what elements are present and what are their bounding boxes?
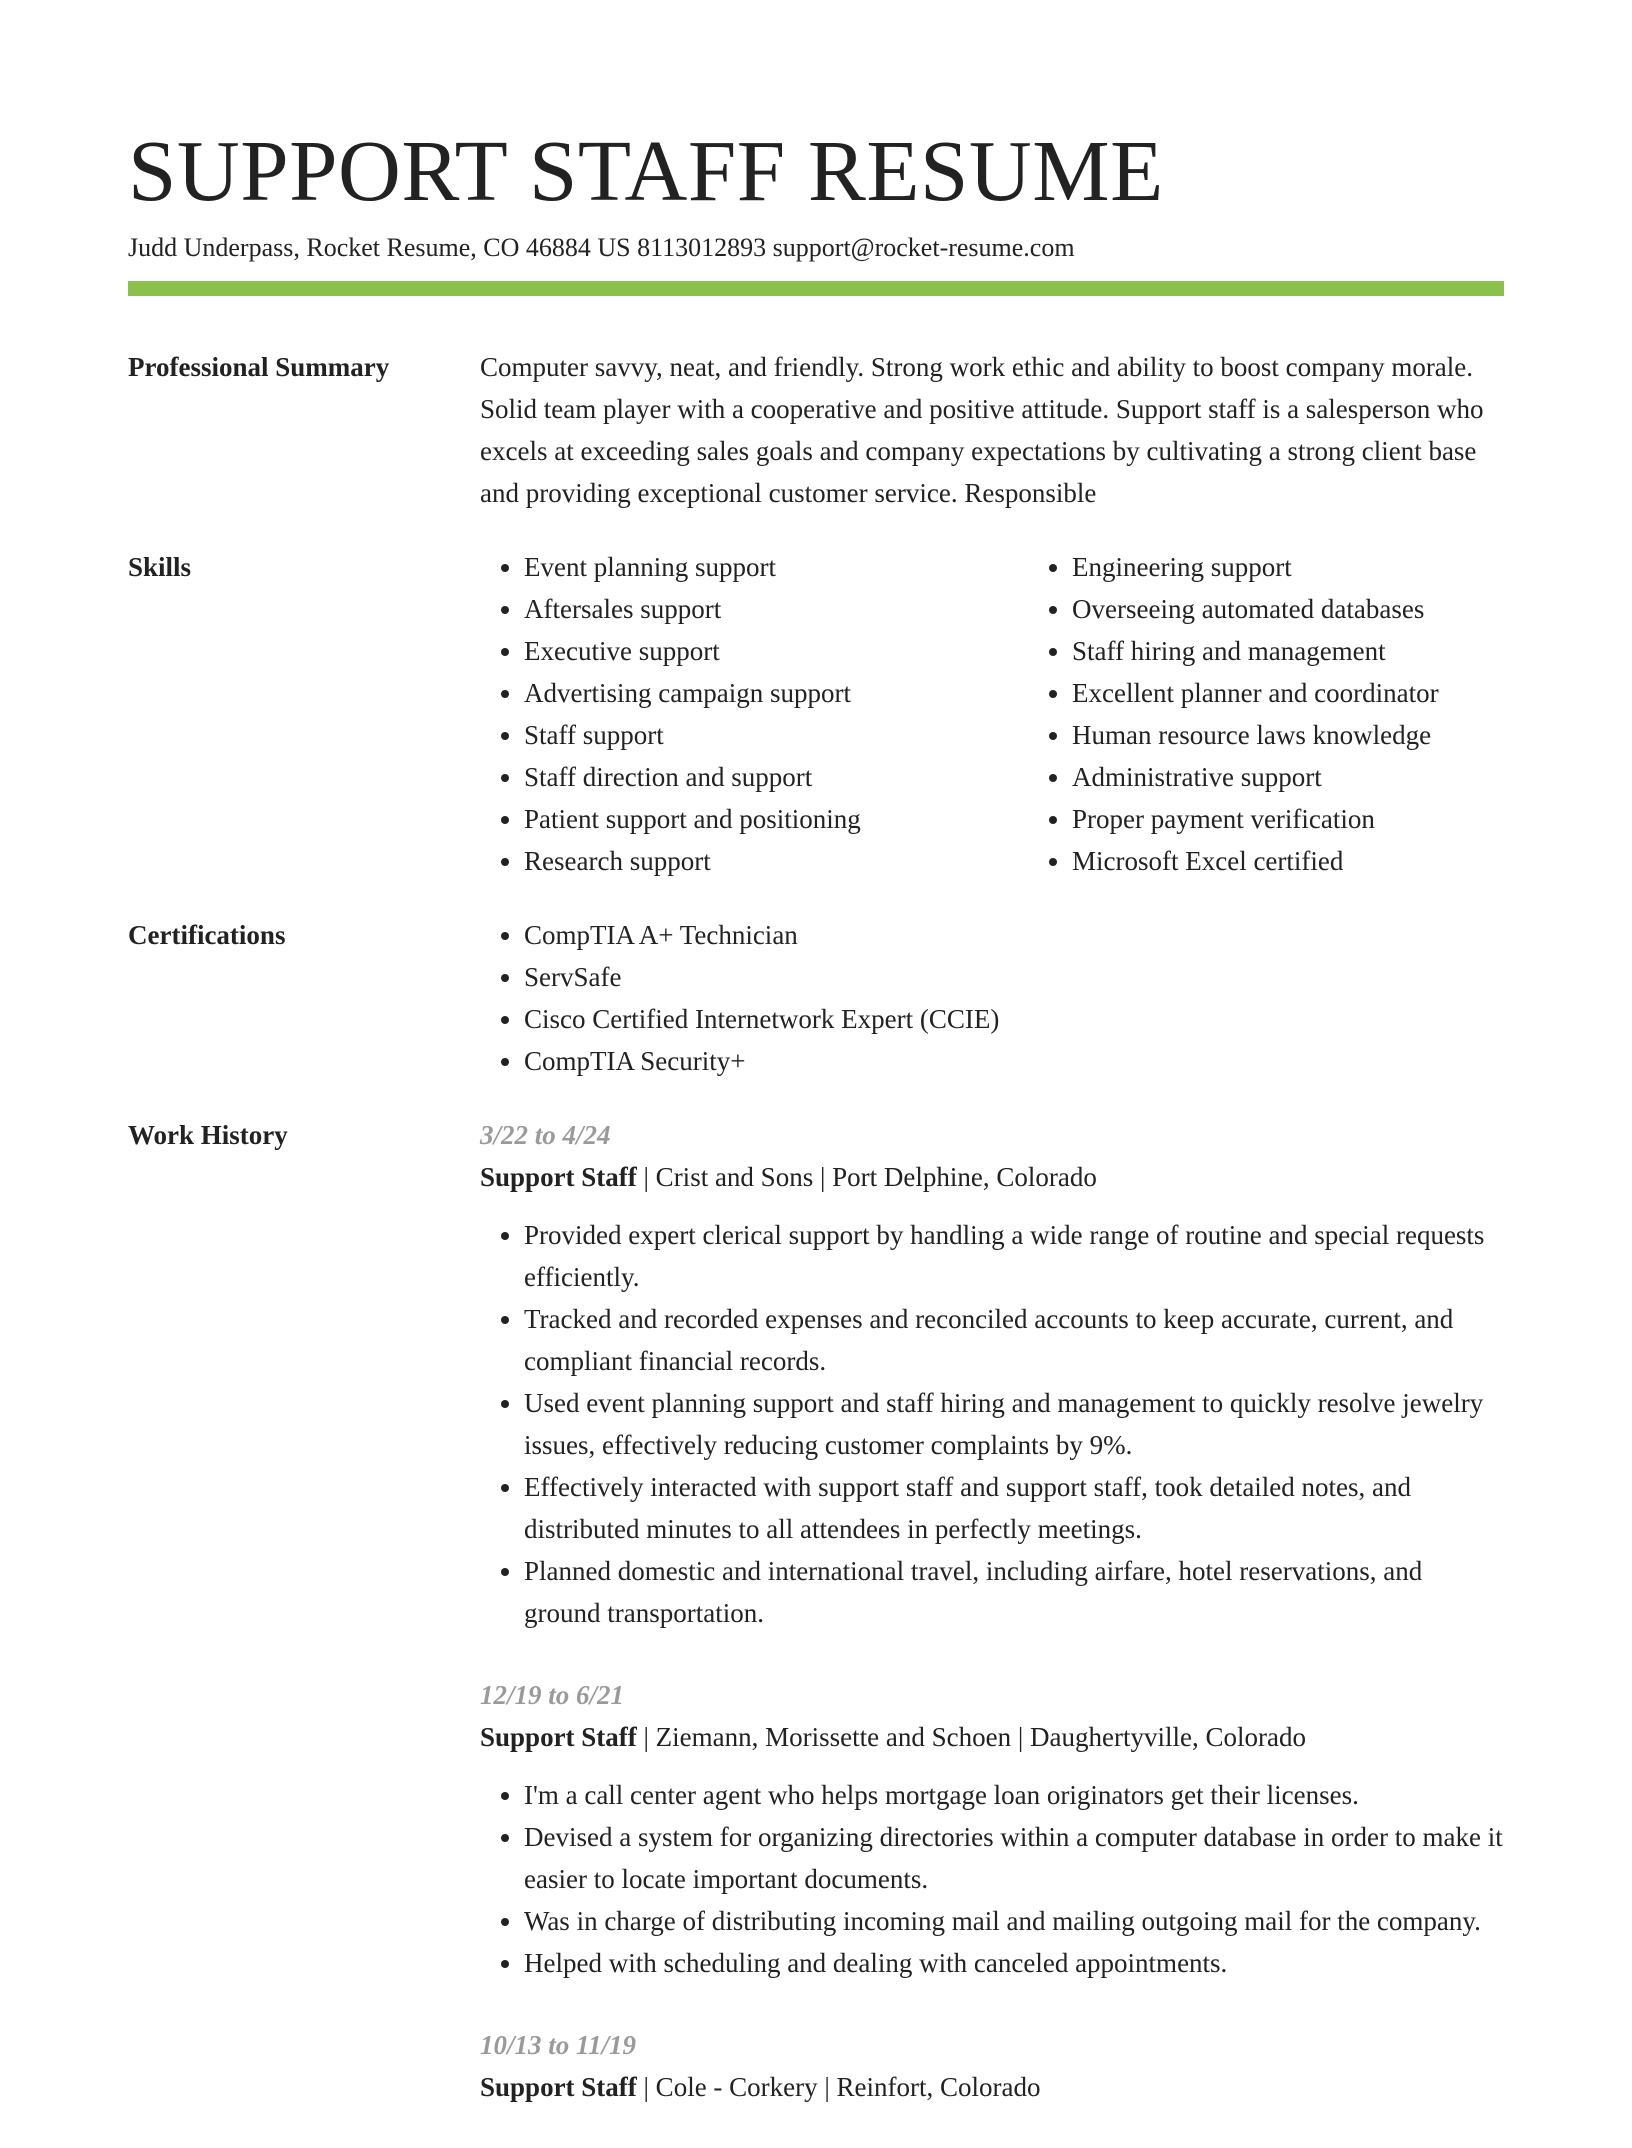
job-bullet: • Effectively interacted with support staff and support staff, took detailed notes, and distributed minutes to all attendees in perfectly meetings. [524,1466,1504,1550]
skill-item: • Executive support [524,630,1028,672]
skill-item: • Staff direction and support [524,756,1028,798]
certification-item: • CompTIA A+ Technician [524,914,1504,956]
skills-list-left [480,546,1028,882]
job-details: | Cole - Corkery | Reinfort, Colorado [636,2072,1041,2102]
skill-item: • Aftersales support [524,588,1028,630]
certifications-label: Certifications [128,920,286,950]
summary-section [128,346,1504,514]
job-heading [480,1716,1504,1758]
job-heading [480,1156,1504,1198]
summary-label: Professional Summary [128,352,390,382]
work-history-section [128,1114,1504,2148]
job-title: Support Staff [480,2072,637,2102]
job-bullets [480,1774,1504,1984]
job-dates: 3/22 to 4/24 [480,1120,611,1150]
job-bullets [480,1214,1504,1634]
work-history-body [480,1114,1504,2148]
job-bullet: • Helped with scheduling and dealing with canceled appointments. [524,1942,1504,1984]
skill-item: • Advertising campaign support [524,672,1028,714]
resume-title: SUPPORT STAFF RESUME [128,122,1164,219]
skills-columns [480,546,1576,882]
skill-item: • Microsoft Excel certified [1072,840,1576,882]
certification-item: • ServSafe [524,956,1504,998]
skill-item: • Administrative support [1072,756,1576,798]
job-dates: 10/13 to 11/19 [480,2030,637,2060]
job-bullet: • Tracked and recorded expenses and reconciled accounts to keep accurate, current, and compliant financial records. [524,1298,1504,1382]
certifications-section [128,914,1504,1082]
job-bullet: • Was in charge of distributing incoming mail and mailing outgoing mail for the company. [524,1900,1504,1942]
job-dates: 12/19 to 6/21 [480,1680,625,1710]
job-details: | Ziemann, Morissette and Schoen | Daughertyville, Colorado [636,1722,1306,1752]
skill-item: • Excellent planner and coordinator [1072,672,1576,714]
skill-item: • Research support [524,840,1028,882]
certifications-list [480,914,1504,1082]
skill-item: • Staff hiring and management [1072,630,1576,672]
certification-item: • Cisco Certified Internetwork Expert (CCIE) [524,998,1504,1040]
skills-list-right [1028,546,1576,882]
skill-item: • Engineering support [1072,546,1576,588]
job-bullet: • Devised a system for organizing directories within a computer database in order to make it easier to locate important documents. [524,1816,1504,1900]
job-bullet: • Provided expert clerical support by handling a wide range of routine and special requests efficiently. [524,1214,1504,1298]
skill-item: • Overseeing automated databases [1072,588,1576,630]
skill-item: • Proper payment verification [1072,798,1576,840]
skills-section [128,546,1504,882]
contact-line: Judd Underpass, Rocket Resume, CO 46884 US 8113012893 support@rocket-resume.com [128,233,1075,262]
skill-item: • Human resource laws knowledge [1072,714,1576,756]
accent-divider [128,281,1504,296]
skill-item: • Staff support [524,714,1028,756]
job-title: Support Staff [480,1722,637,1752]
job-bullet: • I'm a call center agent who helps mortgage loan originators get their licenses. [524,1774,1504,1816]
skill-item: • Patient support and positioning [524,798,1028,840]
certifications-body [480,914,1504,1082]
job-title: Support Staff [480,1162,637,1192]
summary-text: Computer savvy, neat, and friendly. Strong work ethic and ability to boost company morale. Solid team player with a cooperative and positive attitude. Support staff is a salesperson who excels at exceeding sales goals and company expectations by cultivating a strong client base and providing exceptional customer service. Responsible [480,352,1484,508]
work-history-label: Work History [128,1120,288,1150]
certification-item: • CompTIA Security+ [524,1040,1504,1082]
job-entry [480,2024,1504,2108]
job-details: | Crist and Sons | Port Delphine, Colorado [636,1162,1097,1192]
skills-label: Skills [128,552,192,582]
job-entry [480,1114,1504,1634]
skill-item: • Event planning support [524,546,1028,588]
job-heading [480,2066,1504,2108]
job-entry [480,1674,1504,1984]
job-bullet: • Planned domestic and international travel, including airfare, hotel reservations, and ground transportation. [524,1550,1504,1634]
resume-page [128,0,1504,2148]
job-bullet: • Used event planning support and staff hiring and management to quickly resolve jewelry issues, effectively reducing customer complaints by 9%. [524,1382,1504,1466]
